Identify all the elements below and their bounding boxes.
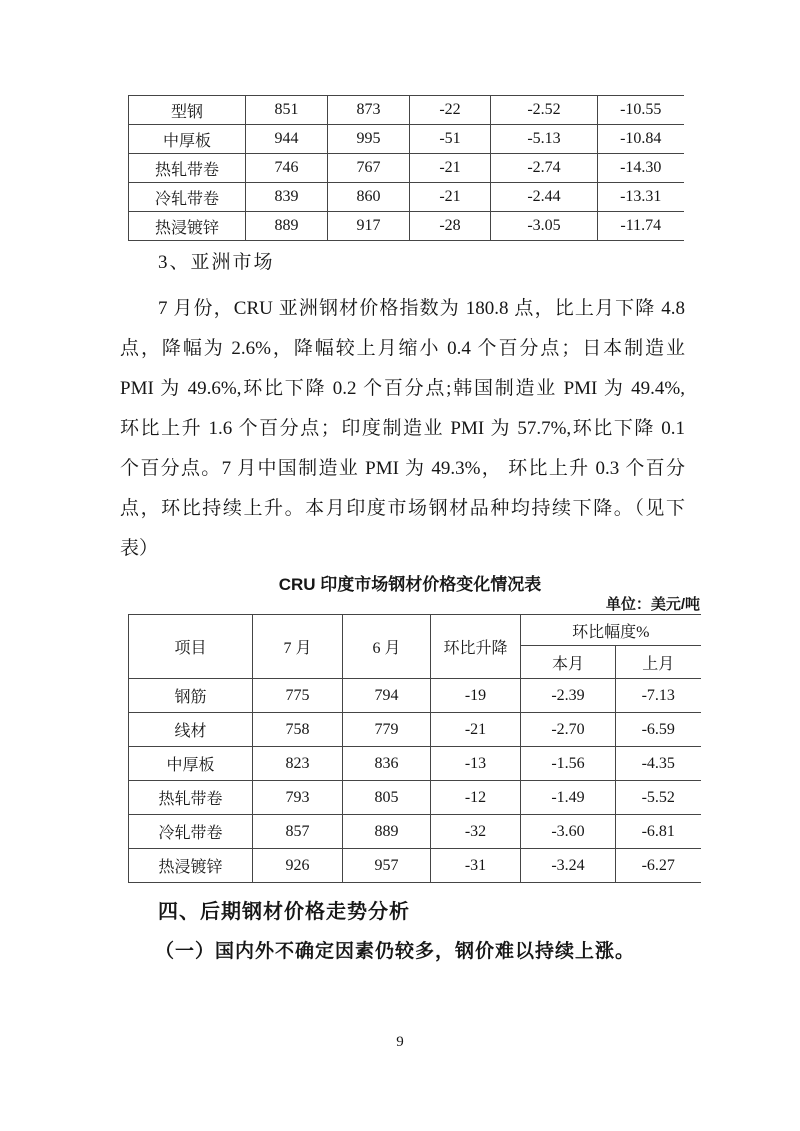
table-row [129,747,701,781]
value-cell: -1.56 [521,747,616,781]
paragraph-line: 点，降幅为 2.6%，降幅较上月缩小 0.4 个百分点；日本制造业 [120,338,685,359]
value-cell: -10.55 [598,96,684,125]
value-cell: -13 [431,747,521,781]
value-cell: -2.70 [521,713,616,747]
value-cell: -2.52 [491,96,598,125]
col-header-june: 6 月 [343,615,431,679]
value-cell: 775 [253,679,343,713]
value-cell: -6.27 [616,849,701,883]
value-cell: 889 [246,212,328,241]
value-cell: -2.74 [491,154,598,183]
value-cell: -1.49 [521,781,616,815]
value-cell: -31 [431,849,521,883]
value-cell: 805 [343,781,431,815]
section-heading-asia-market: 3、亚洲市场 [158,252,275,273]
value-cell: 779 [343,713,431,747]
row-label-cell: 热轧带卷 [129,154,246,183]
col-header-july: 7 月 [253,615,343,679]
table-row [129,713,701,747]
row-label-cell: 中厚板 [129,125,246,154]
row-label-cell: 冷轧带卷 [129,183,246,212]
india-table-unit-label: 单位：美元/吨 [605,596,700,613]
value-cell: -19 [431,679,521,713]
value-cell: -4.35 [616,747,701,781]
value-cell: 860 [328,183,410,212]
row-label-cell: 中厚板 [129,747,253,781]
india-table-title: CRU 印度市场钢材价格变化情况表 [278,575,542,594]
asia-market-paragraph [120,289,685,569]
paragraph-line: 表） [120,538,159,559]
value-cell: 957 [343,849,431,883]
table-row [129,154,684,183]
paragraph-line: 点，环比持续上升。本月印度市场钢材品种均持续下降。（见下 [120,498,685,519]
page-number: 9 [396,1034,404,1050]
value-cell: 793 [253,781,343,815]
value-cell: 767 [328,154,410,183]
india-table-body [129,679,701,883]
col-header-mom-change: 环比升降 [431,615,521,679]
value-cell: -21 [431,713,521,747]
continued-price-table [128,95,684,241]
table-row [129,183,684,212]
outlook-subheading: （一）国内外不确定因素仍较多，钢价难以持续上涨。 [155,941,636,962]
value-cell: 889 [343,815,431,849]
value-cell: -12 [431,781,521,815]
continued-table-body [129,96,684,241]
value-cell: -13.31 [598,183,684,212]
table-row [129,781,701,815]
paragraph-line: 环比上升 1.6 个百分点；印度制造业 PMI 为 57.7%,环比下降 0.1 [120,418,685,439]
value-cell: -5.52 [616,781,701,815]
value-cell: -6.81 [616,815,701,849]
value-cell: -2.44 [491,183,598,212]
row-label-cell: 热浸镀锌 [129,849,253,883]
paragraph-line: 个百分点。7 月中国制造业 PMI 为 49.3%， 环比上升 0.3 个百分 [120,458,685,479]
table-row [129,849,701,883]
value-cell: 823 [253,747,343,781]
value-cell: 926 [253,849,343,883]
value-cell: -51 [410,125,491,154]
paragraph-line: PMI 为 49.6%,环比下降 0.2 个百分点;韩国制造业 PMI 为 49.4%, [120,378,685,399]
india-price-table [128,614,701,883]
value-cell: 836 [343,747,431,781]
value-cell: -21 [410,183,491,212]
table-row [129,96,684,125]
value-cell: 917 [328,212,410,241]
value-cell: -21 [410,154,491,183]
table-row [129,815,701,849]
row-label-cell: 型钢 [129,96,246,125]
table-row [129,212,684,241]
row-label-cell: 线材 [129,713,253,747]
value-cell: -22 [410,96,491,125]
row-label-cell: 热浸镀锌 [129,212,246,241]
value-cell: -6.59 [616,713,701,747]
table-row [129,679,701,713]
row-label-cell: 钢筋 [129,679,253,713]
value-cell: -14.30 [598,154,684,183]
value-cell: 995 [328,125,410,154]
row-label-cell: 热轧带卷 [129,781,253,815]
value-cell: 873 [328,96,410,125]
value-cell: -11.74 [598,212,684,241]
header-row-1 [129,615,701,646]
value-cell: -32 [431,815,521,849]
value-cell: -3.60 [521,815,616,849]
value-cell: -3.05 [491,212,598,241]
col-header-item: 项目 [129,615,253,679]
value-cell: -10.84 [598,125,684,154]
value-cell: 944 [246,125,328,154]
table-row [129,125,684,154]
value-cell: 857 [253,815,343,849]
value-cell: 758 [253,713,343,747]
value-cell: 851 [246,96,328,125]
row-label-cell: 冷轧带卷 [129,815,253,849]
col-header-mom-pct-group: 环比幅度% [521,615,701,646]
value-cell: -2.39 [521,679,616,713]
india-table-header [129,615,701,679]
value-cell: 746 [246,154,328,183]
paragraph-line: 7 月份，CRU 亚洲钢材价格指数为 180.8 点，比上月下降 4.8 [158,298,685,319]
value-cell: -5.13 [491,125,598,154]
section-heading-outlook: 四、后期钢材价格走势分析 [158,901,410,923]
col-header-this-month: 本月 [521,646,616,679]
value-cell: 794 [343,679,431,713]
col-header-last-month: 上月 [616,646,701,679]
value-cell: -3.24 [521,849,616,883]
value-cell: -7.13 [616,679,701,713]
value-cell: -28 [410,212,491,241]
value-cell: 839 [246,183,328,212]
